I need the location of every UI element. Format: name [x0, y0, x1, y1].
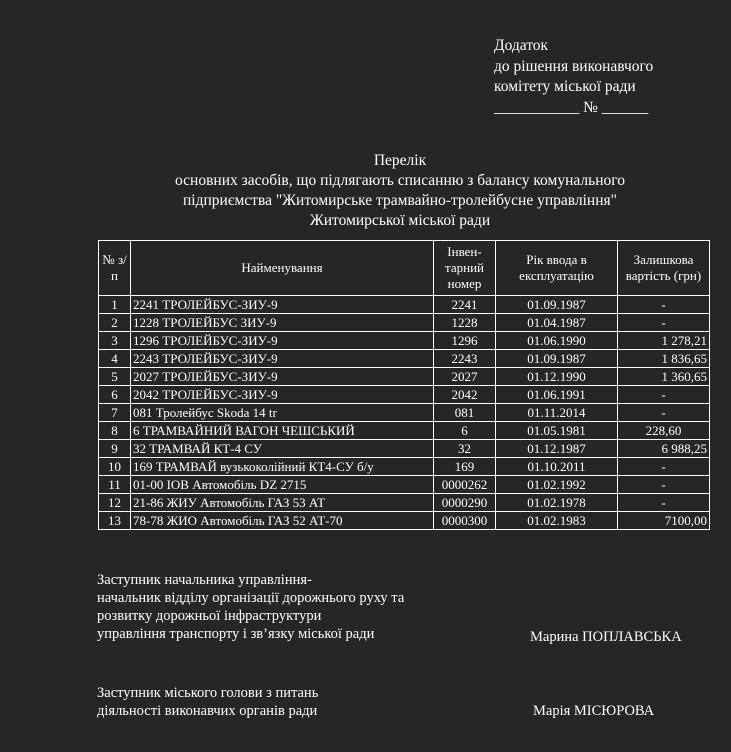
header-year: Рік ввода в експлуатацію	[496, 241, 618, 296]
cell-date: 01.12.1990	[496, 368, 618, 386]
cell-date: 01.12.1987	[496, 440, 618, 458]
cell-inventory: 2243	[434, 350, 496, 368]
cell-date: 01.10.2011	[496, 458, 618, 476]
addendum-line: комітету міської ради	[494, 78, 636, 95]
cell-value: -	[618, 386, 710, 404]
table-row	[99, 404, 710, 422]
addendum-number-line: ___________ № ______	[494, 98, 649, 116]
cell-name: 169 ТРАМВАЙ вузькоколійний КТ4-СУ б/у	[131, 458, 434, 476]
cell-date: 01.02.1978	[496, 494, 618, 512]
cell-date: 01.05.1981	[496, 422, 618, 440]
cell-name: 2243 ТРОЛЕЙБУС-ЗИУ-9	[131, 350, 434, 368]
signature-position-line: діяльності виконавчих органів ради	[97, 703, 318, 719]
table-row	[99, 386, 710, 404]
cell-inventory: 6	[434, 422, 496, 440]
cell-num: 9	[99, 440, 131, 458]
cell-name: 2241 ТРОЛЕЙБУС-ЗИУ-9	[131, 296, 434, 314]
cell-num: 10	[99, 458, 131, 476]
signatory-name-misiurova: Марія МІСЮРОВА	[533, 703, 655, 719]
cell-num: 1	[99, 296, 131, 314]
cell-num: 13	[99, 512, 131, 530]
cell-num: 3	[99, 332, 131, 350]
addendum-block	[494, 36, 653, 118]
addendum-title: Додаток	[494, 37, 549, 54]
title-line: основних засобів, що підлягають списанню з балансу комунального	[175, 172, 625, 189]
cell-inventory: 2042	[434, 386, 496, 404]
cell-date: 01.09.1987	[496, 350, 618, 368]
cell-value: 1 360,65	[618, 368, 710, 386]
table-row	[99, 296, 710, 314]
cell-inventory: 169	[434, 458, 496, 476]
cell-name: 2027 ТРОЛЕЙБУС-ЗИУ-9	[131, 368, 434, 386]
cell-num: 2	[99, 314, 131, 332]
cell-name: 78-78 ЖИО Автомобіль ГАЗ 52 АТ-70	[131, 512, 434, 530]
cell-value: 1 278,21	[618, 332, 710, 350]
cell-value: 228,60	[618, 422, 710, 440]
cell-num: 12	[99, 494, 131, 512]
cell-name: 1228 ТРОЛЕЙБУС ЗИУ-9	[131, 314, 434, 332]
cell-date: 01.02.1983	[496, 512, 618, 530]
cell-value: -	[618, 494, 710, 512]
cell-value: -	[618, 314, 710, 332]
cell-date: 01.06.1990	[496, 332, 618, 350]
cell-num: 4	[99, 350, 131, 368]
cell-inventory: 1228	[434, 314, 496, 332]
header-residual-value: Залишкова вартість (грн)	[618, 241, 710, 296]
cell-num: 11	[99, 476, 131, 494]
table-row	[99, 422, 710, 440]
cell-inventory: 2241	[434, 296, 496, 314]
header-num: № з/п	[99, 241, 131, 296]
cell-num: 8	[99, 422, 131, 440]
table-row	[99, 512, 710, 530]
cell-name: 01-00 ІОВ Автомобіль DZ 2715	[131, 476, 434, 494]
cell-name: 21-86 ЖИУ Автомобіль ГАЗ 53 АТ	[131, 494, 434, 512]
cell-inventory: 32	[434, 440, 496, 458]
cell-inventory: 2027	[434, 368, 496, 386]
signature-position-line: Заступник начальника управління-	[97, 572, 312, 588]
header-name: Найменування	[131, 241, 434, 296]
cell-date: 01.04.1987	[496, 314, 618, 332]
signature-position-line: розвитку дорожньої інфраструктури	[97, 608, 322, 624]
addendum-line: до рішення виконавчого	[494, 57, 654, 75]
cell-num: 6	[99, 386, 131, 404]
cell-inventory: 081	[434, 404, 496, 422]
title-heading: Перелік	[373, 152, 427, 169]
signature-position-line: управління транспорту і зв’язку міської ради	[97, 626, 375, 642]
cell-date: 01.11.2014	[496, 404, 618, 422]
table-row	[99, 314, 710, 332]
cell-value: -	[618, 404, 710, 422]
title-line: підприємства "Житомирське трамвайно-тролейбусне управління"	[183, 192, 617, 209]
header-inventory: Інвен-тарний номер	[434, 241, 496, 296]
signature-position-line: начальник відділу організації дорожнього руху та	[97, 590, 405, 606]
table-row	[99, 494, 710, 512]
signature-position-line: Заступник міського голови з питань	[97, 685, 319, 701]
cell-name: 1296 ТРОЛЕЙБУС-ЗИУ-9	[131, 332, 434, 350]
table-row	[99, 476, 710, 494]
cell-value: 6 988,25	[618, 440, 710, 458]
cell-num: 5	[99, 368, 131, 386]
signature-block-deputy-mayor	[97, 684, 318, 720]
cell-value: -	[618, 296, 710, 314]
table-row	[99, 332, 710, 350]
cell-inventory: 0000262	[434, 476, 496, 494]
cell-name: 32 ТРАМВАЙ КТ-4 СУ	[131, 440, 434, 458]
cell-num: 7	[99, 404, 131, 422]
cell-value: 7100,00	[618, 512, 710, 530]
table-row	[99, 368, 710, 386]
table-header-row	[99, 241, 710, 296]
title-line: Житомирської міської ради	[309, 212, 491, 229]
cell-date: 01.02.1992	[496, 476, 618, 494]
document-title	[0, 151, 731, 231]
cell-inventory: 0000300	[434, 512, 496, 530]
assets-table	[98, 240, 710, 530]
cell-name: 2042 ТРОЛЕЙБУС-ЗИУ-9	[131, 386, 434, 404]
cell-date: 01.09.1987	[496, 296, 618, 314]
cell-value: -	[618, 476, 710, 494]
signature-block-deputy-head	[97, 571, 404, 643]
table-row	[99, 350, 710, 368]
cell-date: 01.06.1991	[496, 386, 618, 404]
table-row	[99, 458, 710, 476]
cell-inventory: 0000290	[434, 494, 496, 512]
cell-inventory: 1296	[434, 332, 496, 350]
cell-name: 081 Тролейбус Skoda 14 tr	[131, 404, 434, 422]
signatory-name-poplavska: Марина ПОПЛАВСЬКА	[530, 629, 682, 645]
cell-value: -	[618, 458, 710, 476]
cell-name: 6 ТРАМВАЙНИЙ ВАГОН ЧЕШСЬКИЙ	[131, 422, 434, 440]
cell-value: 1 836,65	[618, 350, 710, 368]
table-row	[99, 440, 710, 458]
